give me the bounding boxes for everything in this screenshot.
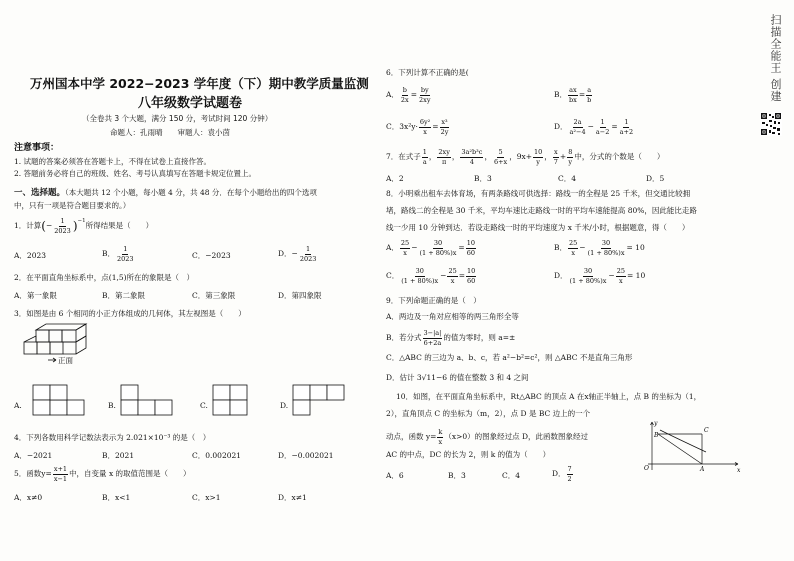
q9-option-d[interactable]: D．估计 3√11−6 的值在整数 3 和 4 之间 [386, 373, 529, 382]
q2-option-b[interactable]: B．第二象限 [102, 291, 146, 300]
note-item-2: 2. 答题前务必将自己的班级、姓名、考号认真填写在答题卡规定位置上。 [14, 169, 257, 178]
q5-option-c[interactable]: C．x>1 [192, 493, 221, 502]
q7-option-a[interactable]: A．2 [386, 174, 404, 183]
q8-option-a[interactable]: A． $\frac{25}{x}$ − $\frac{30}{(1 + 80\%)x}$ = $\frac{10}{60}$ [386, 239, 475, 257]
q6-option-d[interactable]: D． $\frac{2a}{\text{a²−4}}$ − $\frac{1}{a-2}$ = $\frac{1}{a+2}$ [554, 118, 634, 136]
q8-option-c[interactable]: C． $\frac{30}{(1 + 80\%)x}$ − $\frac{25}{x}$ = $\frac{10}{60}$ [386, 267, 476, 285]
q8-option-d[interactable]: D． $\frac{30}{(1 + 80\%)x}$ − $\frac{25}{x}$ = 10 [554, 267, 646, 285]
q3-option-d-figure[interactable] [292, 384, 346, 416]
q5-option-a[interactable]: A．x≠0 [14, 493, 43, 502]
q6-option-b[interactable]: B． $\frac{ax}{bx}$ = $\frac{a}{b}$ [554, 86, 592, 104]
q4-stem: 4．下列各数用科学记数法表示为 2.021×10⁻³ 的是（ ） [14, 433, 211, 442]
graph-label-x: x [737, 467, 741, 474]
q2-option-d[interactable]: D．第四象限 [278, 291, 322, 300]
q9-option-b[interactable]: B．若分式 $\frac{3-|a|}{6+2a}$ 的值为零时，则 a=± [386, 329, 516, 347]
q6-option-c[interactable]: C．3x²y· $\frac{\text{6y²}}{x}$ = $\frac{\text{x³}}{2y}$ [386, 118, 449, 136]
q8-line-1: 8．小明乘出租车去体育场，有两条路线可供选择：路线一的全程是 25 千米，但交通比较拥 [386, 189, 691, 198]
q3-option-a[interactable]: A. [14, 401, 22, 410]
q3-option-a-figure[interactable] [32, 384, 86, 416]
q9-stem: 9．下列命题正确的是（ ） [386, 296, 481, 305]
qr-code-icon [760, 112, 782, 136]
q2-option-a[interactable]: A．第一象限 [14, 291, 57, 300]
q5-option-d[interactable]: D．x≠1 [278, 493, 307, 502]
q4-option-b[interactable]: B．2021 [102, 451, 135, 460]
q8-line-3: 线一少用 10 分钟到达．若设走路线一时的平均速度为 x 千米/小时，根据题意，得（ ） [386, 223, 690, 232]
q9-option-c[interactable]: C．△ABC 的三边为 a、b、c，若 a²−b²=c²，则 △ABC 不是直角三角形 [386, 353, 633, 362]
exam-title: 万州国本中学 2022−2023 学年度（下）期中教学质量监测 [30, 76, 369, 91]
q6-option-a[interactable]: A． $\frac{b}{2x}$ = $\frac{by}{2xy}$ [386, 86, 431, 104]
q1-option-b[interactable]: B． $\frac{1}{2023}$ [102, 245, 134, 263]
q1-stem: 1．计算 ( − $\frac{1}{2023}$ ) $^{-1}$ 所得结果是（ ） [14, 217, 154, 235]
q10-line-3: 动点，函数 y= $\frac{k}{x}$ （x>0）的图象经过点 D，此函数图象经过 [386, 428, 589, 446]
section1-desc-1: （本大题共 12 个小题，每小题 4 分，共 48 分．在每个小题给出的四个选项 [65, 188, 317, 197]
exam-authors: 命题人：孔雨晴 审题人：袁小茵 [110, 128, 230, 137]
section1-desc-2: 中，只有一项是符合题目要求的。） [14, 201, 131, 210]
q5-option-b[interactable]: B．x<1 [102, 493, 131, 502]
note-item-1: 1. 试题的答案必须答在答题卡上，不得在试卷上直接作答。 [14, 157, 212, 166]
q4-option-c[interactable]: C．0.002021 [192, 451, 242, 460]
graph-label-c: C [704, 427, 709, 434]
graph-label-y: y [654, 420, 658, 427]
q3-front-label: 正面 [58, 356, 73, 365]
q7-option-c[interactable]: C．4 [558, 174, 577, 183]
q2-stem: 2．在平面直角坐标系中，点(1,5)所在的象限是（ ） [14, 273, 195, 282]
q10-line-2: 2），直角顶点 C 的坐标为（m，2），点 D 是 BC 边上的一个 [386, 409, 591, 418]
q4-option-d[interactable]: D．−0.002021 [278, 451, 334, 460]
q1-option-d[interactable]: D．− $\frac{1}{2023}$ [278, 245, 317, 263]
notes-heading: 注意事项： [14, 143, 60, 153]
q2-option-c[interactable]: C．第三象限 [192, 291, 236, 300]
q10-line-4: AC 的中点，DC 的长为 2，则 k 的值为（ ） [386, 450, 551, 459]
q10-option-c[interactable]: C．4 [502, 471, 521, 480]
graph-label-b: B [654, 432, 659, 439]
graph-label-a: A [700, 466, 705, 473]
q5-stem: 5．函数 y= $\frac{x+1}{x-1}$ 中，自变量 x 的取值范围是（ ） [14, 465, 191, 483]
q10-option-a[interactable]: A．6 [386, 471, 404, 480]
q4-option-a[interactable]: A．−2021 [14, 451, 53, 460]
q10-coordinate-graph [634, 418, 744, 474]
q7-option-b[interactable]: B．3 [474, 174, 492, 183]
q7-stem: 7．在式子 $\frac{1}{a}$ ， $\frac{2xy}{\pi}$ ， $\frac{\text{3a²b³c}}{4}$ ， $\frac{5}{6+x}$ ， 9x+ $\frac{10}{y}$ ， $\frac{x}{7}$ + $\frac{8}{y}$ 中，分式的个数是（ ） [386, 148, 665, 166]
q9-option-a[interactable]: A．两边及一角对应相等的两三角形全等 [386, 312, 519, 321]
q1-option-a[interactable]: A．2023 [14, 251, 47, 260]
q7-option-d[interactable]: D．5 [646, 174, 665, 183]
q6-stem: 6．下列计算不正确的是( [386, 68, 469, 77]
exam-subtitle: 八年级数学试题卷 [138, 96, 243, 111]
q3-stem: 3．如图是由 6 个相同的小正方体组成的几何体，其左视图是（ ） [14, 309, 246, 318]
q8-option-b[interactable]: B． $\frac{25}{x}$ − $\frac{30}{(1 + 80\%)x}$ = 10 [554, 239, 645, 257]
q3-option-b-figure[interactable] [120, 384, 174, 416]
q3-option-d[interactable]: D. [280, 401, 289, 410]
q1-option-c[interactable]: C．−2023 [192, 251, 231, 260]
q3-option-c-figure[interactable] [212, 384, 252, 416]
exam-info: （全卷共 3 个大题，满分 150 分，考试时间 120 分钟） [82, 114, 273, 123]
q3-option-c[interactable]: C. [200, 401, 208, 410]
graph-label-o: O [644, 465, 649, 472]
q10-line-1: 10．如图，在平面直角坐标系中，Rt△ABC 的顶点 A 在x轴正半轴上，点 B 的坐标为（1， [396, 392, 702, 401]
q8-line-2: 堵，路线二的全程是 30 千米，平均车速比走路线一时的平均车速能提高 80%，因此能比走路 [386, 206, 697, 215]
section1-heading: 一、选择题。 [14, 188, 66, 198]
q3-option-b[interactable]: B. [108, 401, 116, 410]
q10-option-d[interactable]: D． $\frac{7}{2}$ [552, 465, 572, 483]
q10-option-b[interactable]: B．3 [448, 471, 466, 480]
scanner-watermark: 扫描全能王 创建 [769, 14, 782, 103]
